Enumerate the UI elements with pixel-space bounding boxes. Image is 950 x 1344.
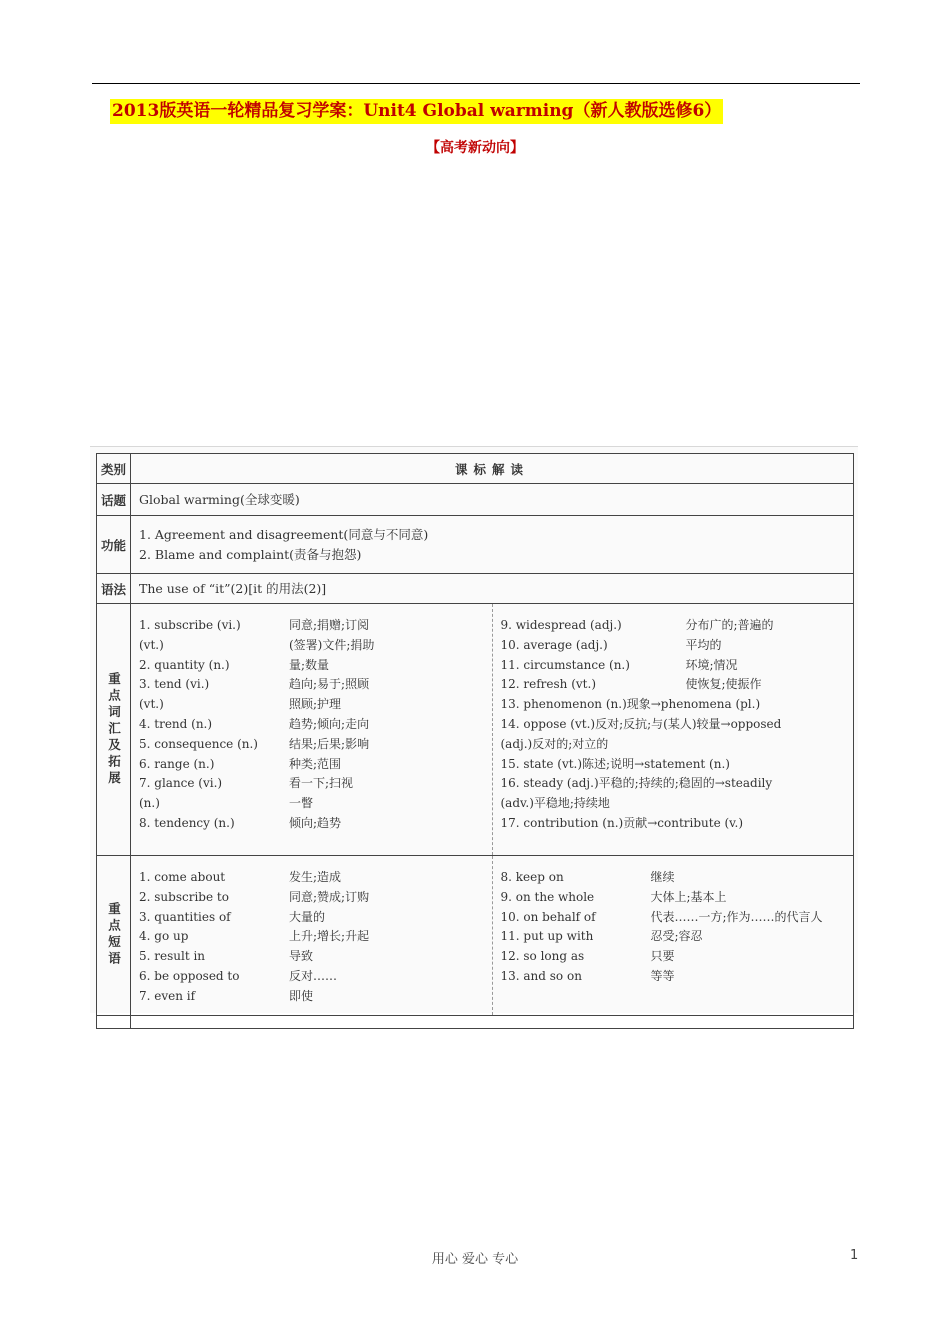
list-item: [501, 908, 848, 928]
section-heading: 【高考新动向】: [426, 140, 524, 156]
term: 1. come about: [139, 870, 226, 884]
term: 12. so long as: [500, 949, 585, 964]
empty-cell: [97, 1015, 131, 1028]
topic-label: 话题: [97, 484, 131, 516]
term: 3. tend (vi.): [139, 677, 210, 692]
list-item: [139, 735, 486, 755]
list-item: [139, 774, 486, 794]
term: 2. quantity (n.): [139, 657, 230, 672]
meaning: 使恢复;使振作: [685, 677, 762, 692]
meaning: 平均的: [685, 637, 722, 652]
term: (adj.)反对的;对立的: [500, 736, 609, 751]
list-item: [501, 616, 848, 636]
content-header: 课标解读: [131, 454, 854, 484]
term: 15. state (vt.)陈述;说明→statement (n.): [500, 756, 730, 771]
term: (n.): [139, 796, 160, 811]
vocab-label: 重点词汇及拓展: [106, 671, 122, 788]
list-item: [501, 656, 848, 676]
term: 9. on the whole: [500, 889, 595, 904]
footer-text: 用心 爱心 专心: [431, 1252, 519, 1267]
meaning: (签署)文件;捐助: [289, 637, 375, 652]
list-item: [501, 774, 848, 794]
meaning: 看一下;扫视: [289, 776, 354, 791]
empty-cell: [131, 1015, 854, 1028]
meaning: 大量的: [289, 909, 326, 924]
meaning: 结果;后果;影响: [289, 736, 370, 751]
meaning: 反对……: [289, 968, 338, 983]
list-item: [501, 695, 848, 715]
term: 14. oppose (vt.)反对;反抗;与(某人)较量→opposed: [500, 716, 782, 731]
term: 13. and so on: [500, 968, 582, 983]
term: 7. glance (vi.): [139, 776, 223, 791]
term: 1. subscribe (vi.): [139, 618, 241, 632]
meaning: 一瞥: [289, 796, 314, 811]
list-item: [501, 755, 848, 775]
function-label: 功能: [97, 516, 131, 574]
list-item: [139, 656, 486, 676]
term: 6. be opposed to: [139, 968, 240, 983]
meaning: 量;数量: [289, 657, 330, 672]
page-number: 1: [850, 1248, 859, 1263]
meaning: 只要: [650, 949, 675, 964]
meaning: 倾向;趋势: [289, 815, 342, 830]
meaning: 分布广的;普遍的: [685, 618, 774, 632]
meaning: 等等: [650, 968, 675, 983]
list-item: [139, 927, 486, 947]
term: 9. widespread (adj.): [500, 618, 622, 632]
list-item: [501, 888, 848, 908]
phrase-label-cell: [97, 856, 131, 1016]
list-item: [501, 735, 848, 755]
term: 5. result in: [139, 949, 206, 964]
list-item: [501, 715, 848, 735]
meaning: 即使: [289, 988, 314, 1003]
meaning: 上升;增长;升起: [289, 929, 370, 944]
meaning: 同意;赞成;订购: [289, 889, 370, 904]
vocab-right-list: [493, 604, 854, 855]
term: 4. go up: [139, 929, 189, 944]
term: 7. even if: [139, 988, 196, 1003]
term: 17. contribution (n.)贡献→contribute (v.): [500, 815, 744, 830]
phrase-left-list: [131, 856, 493, 1015]
term: 8. tendency (n.): [139, 815, 235, 830]
phrase-cell: [131, 856, 854, 1016]
meaning: 忍受;容忍: [650, 929, 703, 944]
list-item: [139, 908, 486, 928]
list-item: [501, 927, 848, 947]
list-item: [139, 987, 486, 1007]
list-item: [501, 675, 848, 695]
document-title: 2013版英语一轮精品复习学案：Unit4 Global warming（新人教版选修6）: [110, 99, 723, 124]
term: 11. circumstance (n.): [500, 657, 630, 672]
meaning: 趋向;易于;照顾: [289, 677, 370, 692]
term: (adv.)平稳地;持续地: [500, 796, 610, 811]
meaning: 趋势;倾向;走向: [289, 716, 370, 731]
meaning: 种类;范围: [289, 756, 342, 771]
function-line: 1. Agreement and disagreement(同意与不同意): [139, 526, 429, 542]
vocab-label-cell: [97, 604, 131, 856]
term: 10. average (adj.): [500, 637, 608, 652]
term: 4. trend (n.): [139, 716, 213, 731]
term: 2. subscribe to: [139, 889, 229, 904]
term: (vt.): [139, 637, 164, 652]
table-image: [90, 446, 858, 1013]
vocab-left-list: [131, 604, 493, 855]
list-item: [501, 947, 848, 967]
list-item: [139, 675, 486, 695]
meaning: 环境;情况: [685, 657, 738, 672]
list-item: [139, 695, 486, 715]
term: 10. on behalf of: [500, 909, 596, 924]
list-item: [139, 715, 486, 735]
category-header: 类别: [97, 454, 131, 484]
vocab-cell: [131, 604, 854, 856]
meaning: 代表……一方;作为……的代言人: [650, 909, 823, 924]
list-item: [139, 868, 486, 888]
term: 3. quantities of: [139, 909, 231, 924]
phrase-right-list: [493, 856, 854, 1015]
term: 13. phenomenon (n.)现象→phenomena (pl.): [500, 697, 761, 712]
list-item: [501, 814, 848, 834]
list-item: [139, 636, 486, 656]
list-item: [501, 794, 848, 814]
list-item: [139, 616, 486, 636]
term: 11. put up with: [500, 929, 594, 944]
curriculum-table: [96, 453, 854, 1029]
list-item: [501, 868, 848, 888]
list-item: [139, 794, 486, 814]
term: 6. range (n.): [139, 756, 215, 771]
list-item: [139, 888, 486, 908]
list-item: [501, 636, 848, 656]
meaning: 继续: [650, 870, 675, 884]
meaning: 照顾;护理: [289, 697, 342, 712]
grammar-text: The use of “it”(2)[it 的用法(2)]: [131, 574, 854, 604]
function-cell: [131, 516, 854, 574]
meaning: 同意;捐赠;订阅: [289, 618, 370, 632]
grammar-label: 语法: [97, 574, 131, 604]
term: (vt.): [139, 697, 164, 712]
function-line: 2. Blame and complaint(责备与抱怨): [139, 546, 362, 562]
term: 5. consequence (n.): [139, 736, 258, 751]
meaning: 导致: [289, 949, 314, 964]
list-item: [139, 814, 486, 834]
meaning: 发生;造成: [289, 870, 342, 884]
list-item: [501, 967, 848, 987]
list-item: [139, 967, 486, 987]
term: 16. steady (adj.)平稳的;持续的;稳固的→steadily: [500, 776, 773, 791]
topic-text: Global warming(全球变暖): [131, 484, 854, 516]
list-item: [139, 947, 486, 967]
phrase-label: 重点短语: [106, 902, 122, 969]
term: 12. refresh (vt.): [500, 677, 596, 692]
list-item: [139, 755, 486, 775]
meaning: 大体上;基本上: [650, 889, 727, 904]
header-rule: [92, 83, 860, 84]
term: 8. keep on: [500, 870, 564, 884]
